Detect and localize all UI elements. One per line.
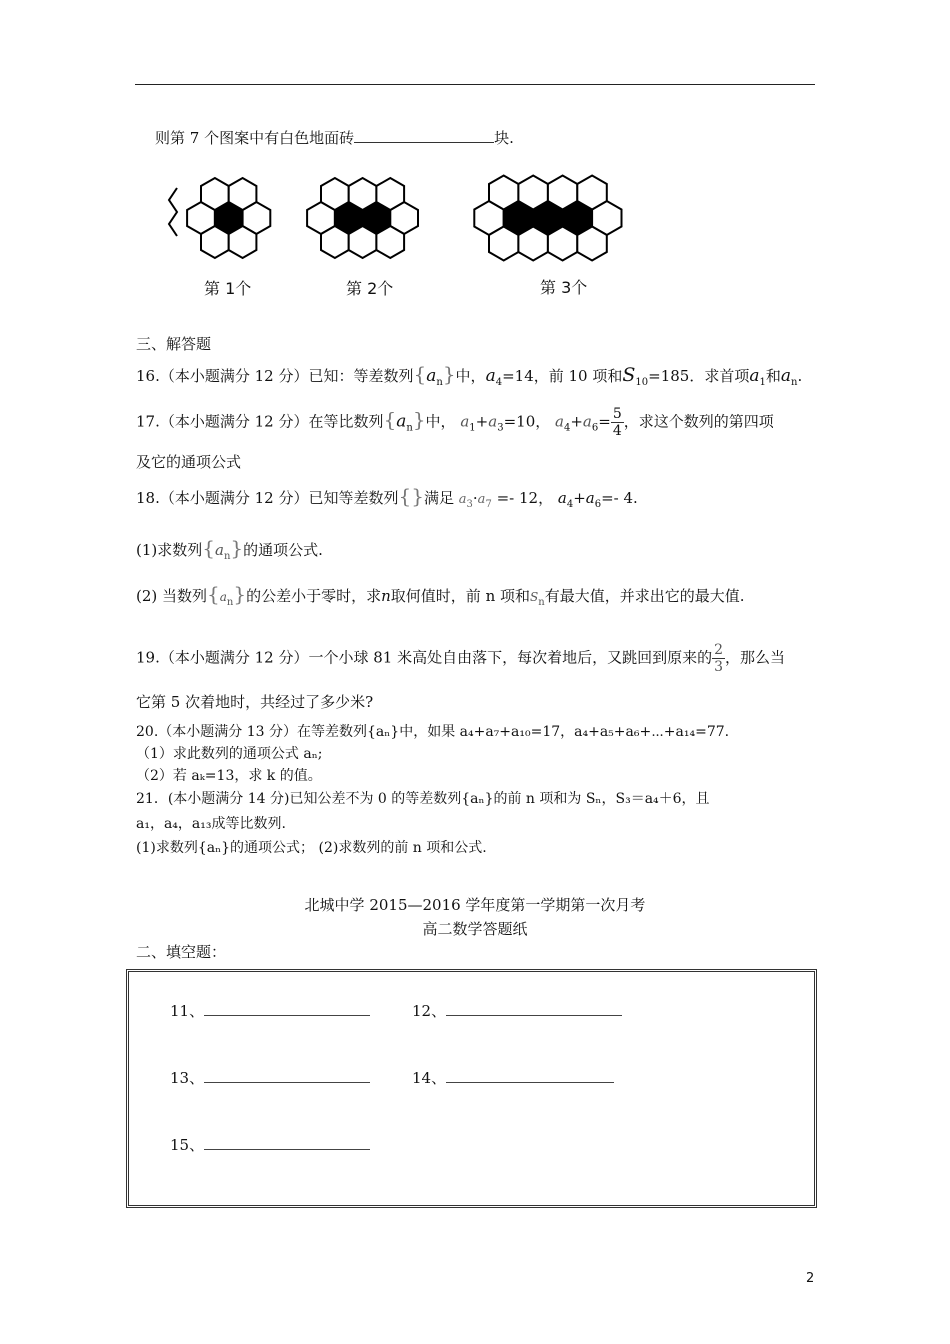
- header-rule: [135, 84, 815, 85]
- question-21: 21．(本小题满分 14 分)已知公差不为 0 的等差数列{aₙ}的前 n 项和为 Sₙ，S₃＝a₄＋6，且: [136, 791, 710, 807]
- answer-blank-12[interactable]: [446, 1015, 622, 1016]
- answer-sheet-title: 北城中学 2015—2016 学年度第一学期第一次月考: [304, 896, 646, 914]
- section-2-heading: 二、填空题：: [136, 943, 227, 961]
- answer-sheet-subtitle: 高二数学答题纸: [422, 920, 528, 938]
- figure-1-top-1: [229, 178, 257, 210]
- answer-label-12: 12、: [412, 1002, 447, 1020]
- figure-3-top-3: [577, 176, 607, 210]
- question-20-part2: （2）若 aₖ=13，求 k 的值。: [136, 768, 322, 784]
- figure-3-bot-3: [577, 227, 607, 261]
- section-3-heading: 三、解答题: [136, 335, 212, 353]
- answer-label-14: 14、: [412, 1069, 447, 1087]
- figure-1-bot-1: [229, 226, 257, 258]
- question-21-line2: a₁，a₄，a₁₃成等比数列.: [136, 816, 286, 832]
- question-17-line2: 及它的通项公式: [136, 453, 242, 471]
- question-19-line2: 它第 5 次着地时，共经过了多少米?: [136, 693, 374, 711]
- figure-1-bot-0: [201, 226, 229, 258]
- figure-3-bot-0: [489, 227, 518, 261]
- figure-2-bot-2: [376, 226, 404, 258]
- figure-2-bot-0: [321, 226, 349, 258]
- q17-fraction: $\frac{5}{4}$: [612, 406, 622, 439]
- answer-label-13: 13、: [170, 1069, 205, 1087]
- answer-label-15: 15、: [170, 1136, 205, 1154]
- figure-caption-3: 第 3个: [540, 278, 588, 297]
- figure-2-top-0: [321, 178, 349, 210]
- figure-left-edge: [169, 188, 177, 236]
- figure-3-top-0: [489, 176, 518, 210]
- figure-3-top-2: [548, 176, 577, 210]
- question-16: 16.（本小题满分 12 分）已知：等差数列$\{a_n\}$中，$a_4=14$，前 10 项和$S_{10}=185$．求首项$a_1$和$a_n$.: [136, 362, 803, 388]
- question-18-part1: (1)求数列$\{a_n\}$的通项公式.: [136, 536, 323, 562]
- question-18-part2: (2) 当数列$\{a_n\}$的公差小于零时，求n取何值时，前 n 项和$S_n$有最大值，并求出它的最大值.: [136, 582, 745, 608]
- question-20: 20.（本小题满分 13 分）在等差数列{aₙ}中，如果 a₄+a₇+a₁₀=17，a₄+a₅+a₆+⋯+a₁₄=77.: [136, 724, 730, 740]
- question-20-part1: （1）求此数列的通项公式 aₙ;: [136, 746, 323, 762]
- figure-3-top-1: [518, 176, 548, 210]
- q19-fraction: $\frac{2}{3}$: [714, 642, 724, 675]
- figure-3-bot-1: [518, 227, 548, 261]
- answer-blank-15[interactable]: [204, 1149, 370, 1150]
- question-19: 19.（本小题满分 12 分）一个小球 81 米高处自由落下，每次着地后，又跳回到原来的 $\frac{2}{3}$ ，那么当: [136, 642, 786, 675]
- figure-2-top-2: [376, 178, 404, 210]
- figure-1-top-0: [201, 178, 229, 210]
- answer-label-11: 11、: [170, 1002, 205, 1020]
- answer-blank-11[interactable]: [204, 1015, 370, 1016]
- question-21-line3: (1)求数列{aₙ}的通项公式； (2)求数列的前 n 项和公式.: [136, 840, 487, 856]
- figure-caption-2: 第 2个: [346, 279, 394, 298]
- page-number: 2: [806, 1271, 815, 1286]
- figure-3-bot-2: [548, 227, 577, 261]
- question-18: 18.（本小题满分 12 分）已知等差数列{}满足 $a_3\cdot a_7 =- 12$， $a_4+a_6=-$ 4.: [136, 484, 638, 510]
- answer-box: [126, 969, 817, 1208]
- answer-blank-14[interactable]: [446, 1082, 614, 1083]
- q15-answer-blank: [354, 128, 494, 143]
- figure-caption-1: 第 1个: [204, 279, 252, 298]
- figure-2-bot-1: [349, 226, 377, 258]
- q15-tail: 则第 7 个图案中有白色地面砖 块.: [155, 129, 514, 147]
- answer-blank-13[interactable]: [204, 1082, 370, 1083]
- figure-2-top-1: [349, 178, 377, 210]
- question-17: 17.（本小题满分 12 分）在等比数列$\{a_n\}$中， $a_1+a_3=10$， $a_4+a_6=$ $\frac{5}{4}$ ，求这个数列的第四项: [136, 406, 774, 439]
